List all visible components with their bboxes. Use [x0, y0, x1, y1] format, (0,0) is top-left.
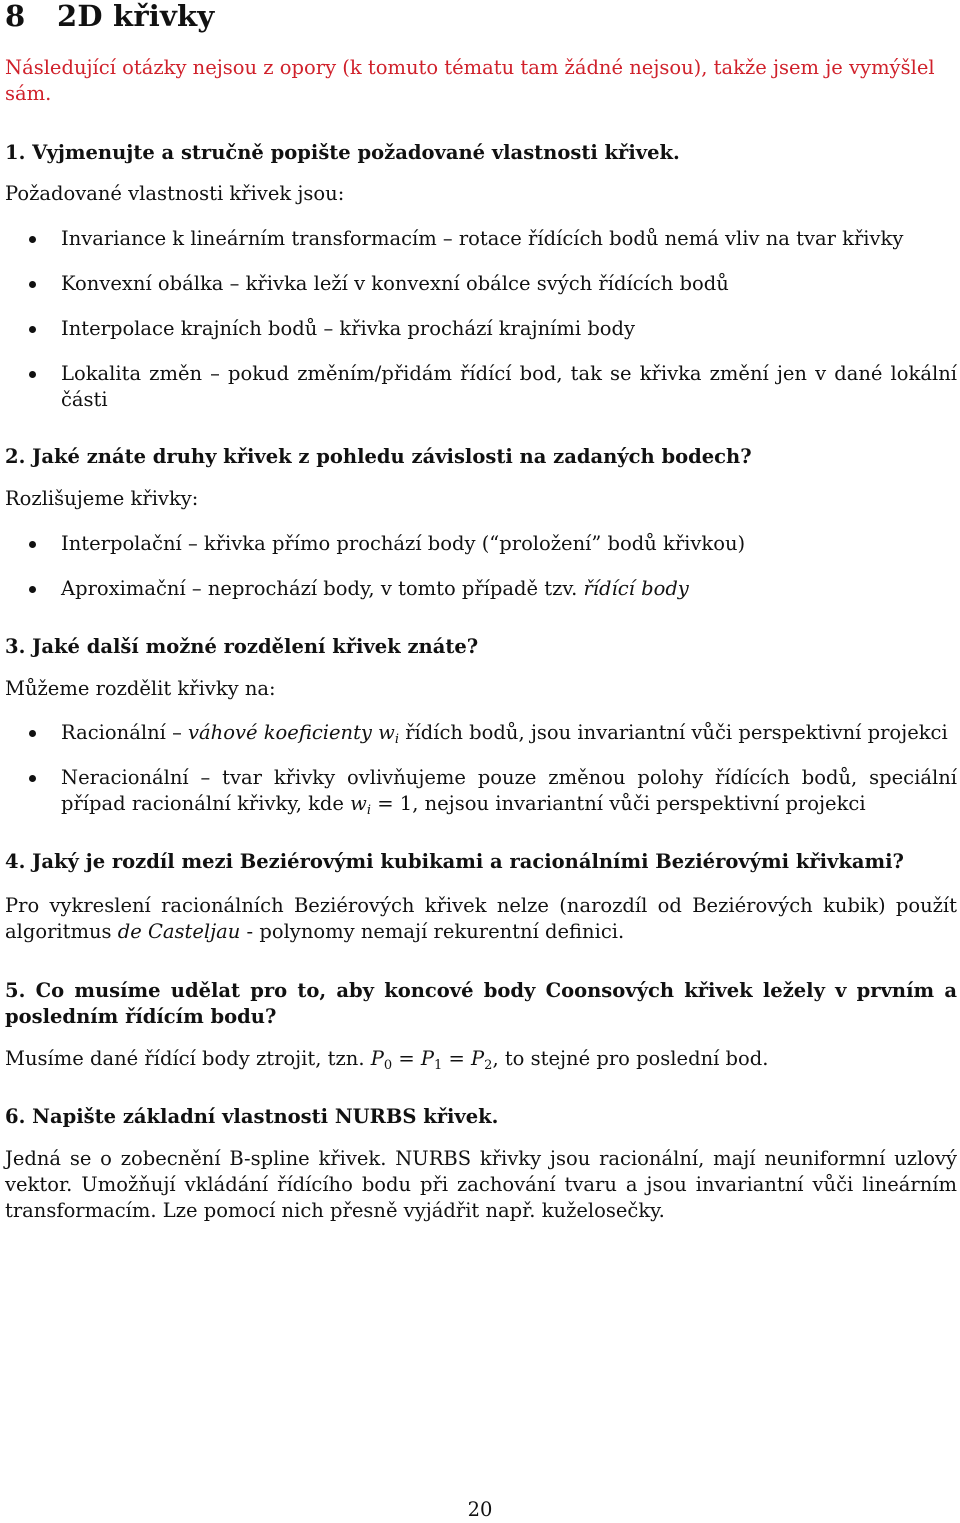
answer-4: Pro vykreslení racionálních Beziérových křivek nelze (narozdíl od Beziérových kubik) použít algoritmus de Casteljau - polynomy nemají rekurentní definici.: [5, 894, 957, 943]
question-3: 3. Jaké další možné rozdělení křivek znáte?: [5, 635, 479, 658]
list-item: Lokalita změn – pokud změním/přidám řídící bod, tak se křivka změní jen v dané lokální části: [5, 361, 957, 413]
list-item: Konvexní obálka – křivka leží v konvexní obálce svých řídících bodů: [5, 271, 957, 297]
section-number: 8: [5, 0, 26, 33]
bullet-icon: [29, 236, 36, 243]
bullet-icon: [29, 730, 36, 737]
list-item: Interpolace krajních bodů – křivka prochází krajními body: [5, 316, 957, 342]
question-1: 1. Vyjmenujte a stručně popište požadované vlastnosti křivek.: [5, 141, 680, 164]
list-item: Invariance k lineárním transformacím – rotace řídících bodů nemá vliv na tvar křivky: [5, 226, 957, 252]
question-5: 5. Co musíme udělat pro to, aby koncové body Coonsových křivek ležely v prvním a posledním řídícím bodu?: [5, 979, 957, 1028]
section-heading: [5, 0, 214, 36]
list-item: Neracionální – tvar křivky ovlivňujeme pouze změnou polohy řídících bodů, speciální případ racionální křivky, kde $w_i = 1$, nejsou invariantní vůči perspektivní projekci: [5, 765, 957, 817]
bullet-icon: [29, 326, 36, 333]
section-title: 2D křivky: [57, 0, 215, 33]
answer-5: Musíme dané řídící body ztrojit, tzn. $P_0 = P_1 = P_2$, to stejné pro poslední bod.: [5, 1047, 769, 1073]
bullet-icon: [29, 586, 36, 593]
list-item: Interpolační – křivka přímo prochází body (“proložení” bodů křivkou): [5, 531, 957, 557]
question-4: 4. Jaký je rozdíl mezi Beziérovými kubikami a racionálními Beziérovými křivkami?: [5, 850, 904, 873]
bullet-icon: [29, 371, 36, 378]
bullet-icon: [29, 775, 36, 782]
question-6: 6. Napište základní vlastnosti NURBS křivek.: [5, 1105, 499, 1128]
list-item: Aproximační – neprochází body, v tomto případě tzv. řídící body: [5, 576, 957, 602]
answer-2-lead: Rozlišujeme křivky:: [5, 487, 199, 510]
answer-1-lead: Požadované vlastnosti křivek jsou:: [5, 182, 345, 205]
list-item: Racionální – váhové koeficienty $w_i$ řídích bodů, jsou invariantní vůči perspektivní projekci: [5, 720, 957, 746]
answer-3-lead: Můžeme rozdělit křivky na:: [5, 677, 276, 700]
bullet-icon: [29, 281, 36, 288]
answer-6: Jedná se o zobecnění B-spline křivek. NURBS křivky jsou racionální, mají neuniformní uzlový vektor. Umožňují vkládání řídícího bodu při zachování tvaru a jsou invariantní vůči lineárním transformacím. Lze pomocí nich přesně vyjádřit např. kuželosečky.: [5, 1147, 957, 1222]
question-2: 2. Jaké znáte druhy křivek z pohledu závislosti na zadaných bodech?: [5, 445, 752, 468]
page-number: 20: [467, 1498, 493, 1521]
bullet-icon: [29, 541, 36, 548]
intro-note: Následující otázky nejsou z opory (k tomuto tématu tam žádné nejsou), takže jsem je vymýšlel sám.: [5, 56, 935, 105]
